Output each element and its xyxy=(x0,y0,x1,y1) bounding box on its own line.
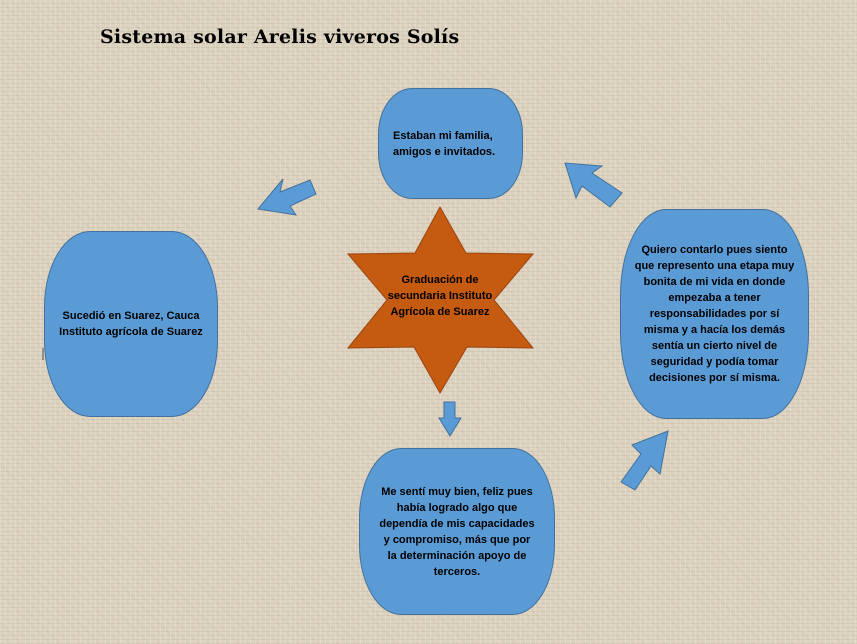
node-bottom-feelings xyxy=(359,448,555,615)
node-top-guests xyxy=(378,88,523,199)
node-right-text: Quiero contarlo pues siento que represento una etapa muy bonita de mi vida en donde empezaba a tener responsabilidades por sí misma y a hacía los demás sentía un cierto nivel de seguridad y podía tomar decisiones por sí misma. xyxy=(634,244,795,384)
arrow-to-left-icon xyxy=(258,179,316,215)
node-bottom-text: Me sentí muy bien, feliz pues había logrado algo que dependía de mis capacidades y compromiso, más que por la determinación apoyo de terceros. xyxy=(379,485,535,578)
node-left-location xyxy=(44,231,218,417)
arrow-to-top-icon xyxy=(565,163,622,207)
diagram-title: Sistema solar Arelis viveros Solís xyxy=(100,26,460,48)
center-label: Graduación de secundaria Instituto Agrícola de Suarez xyxy=(387,274,493,318)
arrow-to-bottom-icon xyxy=(439,402,461,436)
arrow-to-right-icon xyxy=(621,431,668,490)
node-top-text: Estaban mi familia, amigos e invitados. xyxy=(393,129,496,158)
node-right-reason xyxy=(620,209,809,419)
node-left-text: Sucedió en Suarez, Cauca Instituto agrícola de Suarez xyxy=(59,310,203,338)
